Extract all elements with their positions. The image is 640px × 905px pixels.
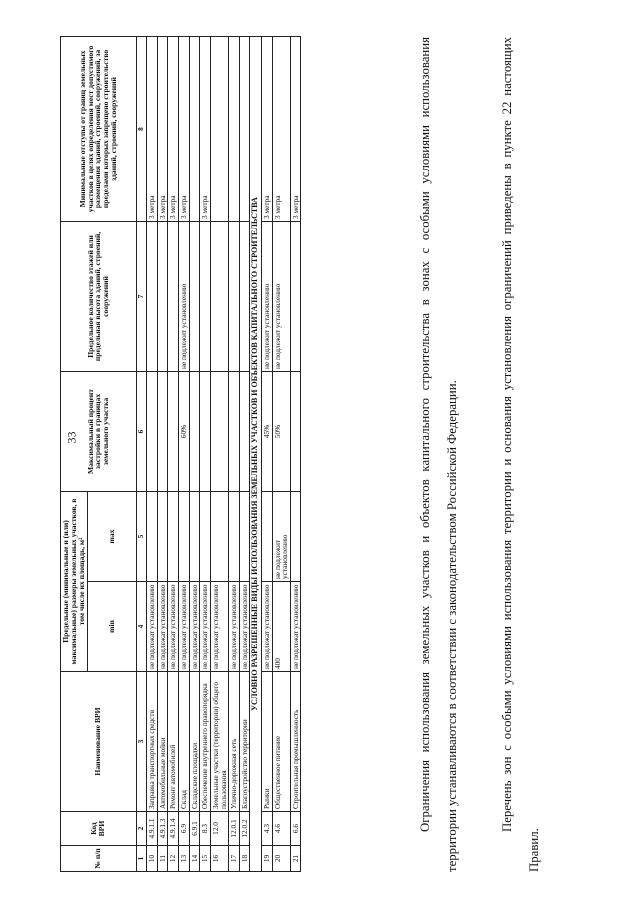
row-setback <box>229 36 240 221</box>
paragraph-restrictions: Ограничения использования земельных участков и объектов капитального строительства в зонах с особыми условиями использования территории устанавливаются в соответствии с законодательством Российской Федерации. <box>418 37 459 872</box>
index-cell: 4 <box>136 582 146 672</box>
row-min: не подлежат установлению <box>239 582 250 672</box>
row-floors <box>229 221 240 371</box>
row-name: Обеспечение внутреннего правопорядка <box>200 672 211 812</box>
row-min: не подлежат установлению <box>178 582 189 672</box>
table-row <box>239 36 250 871</box>
paragraph-zone-list: Перечень зон с особыми условиями использования территории и основания установления ограничений приведены в пункте 22 настоящих Правил. <box>500 37 541 872</box>
row-max <box>229 491 240 581</box>
row-name: Ремонт автомобилей <box>168 672 179 812</box>
row-name: Заправка транспортных средств <box>146 672 157 812</box>
row-percent: 60% <box>178 371 189 491</box>
row-floors: не подлежит установлению <box>272 221 290 371</box>
row-floors <box>168 221 179 371</box>
section-title: УСЛОВНО РАЗРЕШЕННЫЕ ВИДЫ ИСПОЛЬЗОВАНИЯ ЗЕМЕЛЬНЫХ УЧАСТКОВ И ОБЪЕКТОВ КАПИТАЛЬНОГО СТРОИТЕЛЬСТВА <box>250 36 261 871</box>
row-percent: 50% <box>272 371 290 491</box>
row-floors <box>146 221 157 371</box>
row-name: Складские площадки <box>189 672 200 812</box>
row-setback: 3 метра <box>272 36 290 221</box>
table-row <box>290 36 301 871</box>
row-setback: 3 метра <box>290 36 301 221</box>
row-min: не подлежат установлению <box>210 582 228 672</box>
index-cell: 1 <box>136 846 146 872</box>
header-floors: Предельное количество этажей или предельная высота зданий, строений, сооружений <box>61 221 137 371</box>
row-number: 21 <box>290 846 301 872</box>
row-percent <box>200 371 211 491</box>
row-code: 6.6 <box>290 812 301 846</box>
row-name: Рынки <box>261 672 272 812</box>
row-code: 4.6 <box>272 812 290 846</box>
row-number: 14 <box>189 846 200 872</box>
row-percent: 45% <box>261 371 272 491</box>
header-setback: Минимальные отступы от границ земельных участков в целях определения мест допустимого размещения зданий, строений, сооружений, за пределами которых запрещено строительство зданий, строений, сооружений <box>61 36 137 221</box>
table-row <box>210 36 228 871</box>
header-min: min <box>87 582 136 672</box>
table-row <box>261 36 272 871</box>
page-number: 33 <box>64 431 79 444</box>
row-code: 12.0.1 <box>229 812 240 846</box>
index-cell: 5 <box>136 491 146 581</box>
row-percent <box>290 371 301 491</box>
table-row <box>229 36 240 871</box>
row-number: 19 <box>261 846 272 872</box>
row-setback: 3 метра <box>178 36 189 221</box>
row-percent <box>168 371 179 491</box>
row-name: Благоустройство территории <box>239 672 250 812</box>
row-max <box>261 491 272 581</box>
row-setback <box>210 36 228 221</box>
row-code: 12.0 <box>210 812 228 846</box>
row-setback: 3 метра <box>168 36 179 221</box>
header-sizes: Предельные (минимальные и (или) максимальные) размеры земельных участков, в том числе их площадь, м² <box>61 491 88 671</box>
table-row <box>168 36 179 871</box>
index-cell: 3 <box>136 672 146 812</box>
row-max <box>200 491 211 581</box>
row-setback <box>189 36 200 221</box>
row-name: Автомобильные мойки <box>157 672 168 812</box>
row-name: Улично-дорожная сеть <box>229 672 240 812</box>
row-max <box>290 491 301 581</box>
table-row <box>146 36 157 871</box>
row-percent <box>146 371 157 491</box>
vri-table <box>60 36 301 872</box>
row-max <box>189 491 200 581</box>
row-percent <box>239 371 250 491</box>
row-number: 13 <box>178 846 189 872</box>
header-max: max <box>87 491 136 581</box>
row-max: не подлежит установлению <box>272 491 290 581</box>
header-code: Код ВРИ <box>61 812 137 846</box>
row-code: 6.9.1 <box>189 812 200 846</box>
row-max <box>157 491 168 581</box>
row-code: 8.3 <box>200 812 211 846</box>
row-max <box>168 491 179 581</box>
index-cell: 8 <box>136 36 146 221</box>
row-code: 4.9.1.4 <box>168 812 179 846</box>
row-floors <box>200 221 211 371</box>
row-min: 400 <box>272 582 290 672</box>
row-percent <box>229 371 240 491</box>
row-setback: 3 метра <box>157 36 168 221</box>
row-floors <box>189 221 200 371</box>
row-floors <box>157 221 168 371</box>
row-name: Склад <box>178 672 189 812</box>
row-setback: 3 метра <box>261 36 272 221</box>
landscape-content <box>60 32 580 872</box>
row-min: не подлежат установлению <box>168 582 179 672</box>
row-percent <box>210 371 228 491</box>
header-name: Наименование ВРИ <box>61 672 137 812</box>
row-name: Земельные участки (территории) общего пользования <box>210 672 228 812</box>
row-code: 4.3 <box>261 812 272 846</box>
index-cell: 7 <box>136 221 146 371</box>
row-number: 12 <box>168 846 179 872</box>
row-max <box>210 491 228 581</box>
header-num: № п/п <box>61 846 137 872</box>
row-setback <box>239 36 250 221</box>
row-min: не подлежат установлению <box>157 582 168 672</box>
row-max <box>239 491 250 581</box>
row-number: 18 <box>239 846 250 872</box>
row-name: Строительная промышленность <box>290 672 301 812</box>
table-row <box>200 36 211 871</box>
row-min: не подлежат установлению <box>261 582 272 672</box>
row-percent <box>157 371 168 491</box>
row-setback: 3 метра <box>146 36 157 221</box>
index-cell: 2 <box>136 812 146 846</box>
row-code: 4.9.1.1 <box>146 812 157 846</box>
section-row <box>250 36 261 871</box>
row-floors: не подлежит установлению <box>178 221 189 371</box>
row-number: 17 <box>229 846 240 872</box>
table-row <box>272 36 290 871</box>
row-max <box>146 491 157 581</box>
row-code: 4.9.1.3 <box>157 812 168 846</box>
index-cell: 6 <box>136 371 146 491</box>
row-min: не подлежат установлению <box>229 582 240 672</box>
row-number: 20 <box>272 846 290 872</box>
row-name: Общественное питание <box>272 672 290 812</box>
index-row <box>136 36 146 871</box>
row-floors: не подлежит установлению <box>261 221 272 371</box>
row-percent <box>189 371 200 491</box>
row-number: 10 <box>146 846 157 872</box>
header-percent: Максимальный процент застройки в границах земельного участка <box>61 371 137 491</box>
row-min: не подлежат установлению <box>290 582 301 672</box>
row-setback: 3 метра <box>200 36 211 221</box>
table-row <box>178 36 189 871</box>
row-code: 6.9 <box>178 812 189 846</box>
row-min: не подлежат установлению <box>146 582 157 672</box>
row-min: не подлежат установлению <box>200 582 211 672</box>
row-floors <box>210 221 228 371</box>
row-floors <box>239 221 250 371</box>
table-row <box>189 36 200 871</box>
row-max <box>178 491 189 581</box>
row-number: 16 <box>210 846 228 872</box>
row-code: 12.0.2 <box>239 812 250 846</box>
row-number: 15 <box>200 846 211 872</box>
table-row <box>157 36 168 871</box>
header-row <box>61 36 88 871</box>
row-number: 11 <box>157 846 168 872</box>
row-floors <box>290 221 301 371</box>
row-min: не подлежат установлению <box>189 582 200 672</box>
